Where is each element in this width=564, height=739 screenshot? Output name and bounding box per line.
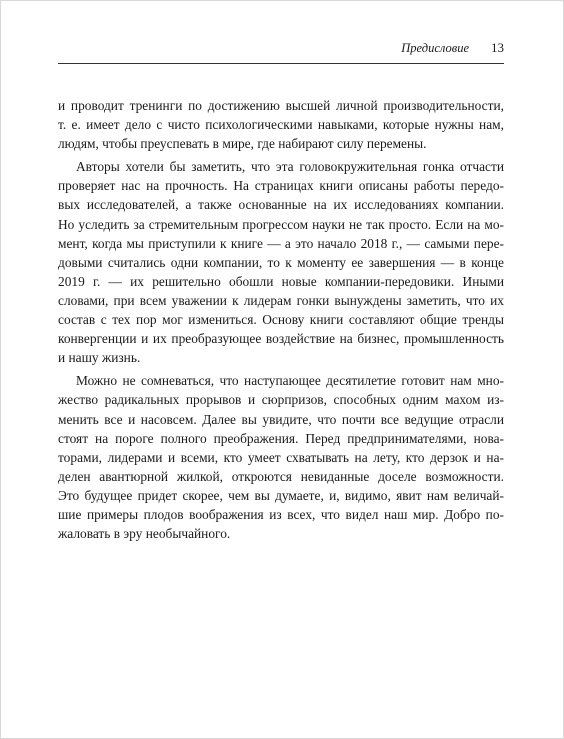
text-line: Можно не сомневаться, что наступающее десятилетие готовит нам мно-	[76, 373, 504, 389]
running-header	[58, 40, 504, 60]
page-number: 13	[491, 40, 504, 55]
text-line: и проводит тренинги по достижению высшей личной производительности,	[58, 98, 504, 113]
text-line: т. е. имеет дело с чисто психологическими навыками, которые нужны нам,	[58, 117, 504, 133]
text-line: состав с тех пор мог измениться. Основу книги составляют общие тренды	[58, 312, 504, 328]
paragraph-1	[58, 96, 504, 153]
paragraph-3	[58, 371, 504, 543]
text-line: Авторы хотели бы заметить, что эта головокружительная гонка отчасти	[76, 159, 504, 175]
text-line: жаловать в эру необычайного.	[58, 526, 231, 542]
text-line: менить все и насовсем. Далее вы увидите, что почти все ведущие отрасли	[58, 411, 504, 427]
text-line: делен авантюрной жилкой, откроются невиданные доселе возможности.	[58, 468, 504, 484]
body-text	[58, 96, 504, 547]
text-line: Это будущее придет скорее, чем вы думаете, и, видимо, явит нам величай-	[58, 487, 504, 503]
text-line: торами, лидерами и всеми, кто умеет схватывать на лету, кто дерзок и на-	[58, 449, 504, 465]
text-line: жество радикальных прорывов и сюрпризов, способных одним махом из-	[58, 392, 504, 408]
text-line: людям, чтобы преуспевать в мире, где набирают силу перемены.	[58, 136, 427, 152]
text-line: 2019 г. — их решительно обошли новые компании-передовики. Иными	[58, 273, 504, 289]
text-line: мент, когда мы приступили к книге — а это начало 2018 г., — самыми пере-	[58, 235, 504, 251]
text-line: шие примеры плодов воображения из всех, что видел наш мир. Добро по-	[58, 506, 504, 522]
text-line: конвергенции и их преобразующее воздействие на бизнес, промышленность	[58, 331, 504, 347]
text-line: Но уследить за стремительным прогрессом науки не так просто. Если на мо-	[58, 216, 504, 232]
text-line: довыми считались одни компании, то к моменту ее завершения — в конце	[58, 254, 504, 270]
header-rule	[58, 63, 504, 64]
text-line: проверяет нас на прочность. На страницах книги описаны работы передо-	[58, 178, 504, 194]
text-line: словами, при всем уважении к лидерам гонки вынуждены заметить, что их	[58, 292, 504, 308]
text-line: вых исследователей, а также основанные на их исследованиях компании.	[58, 197, 504, 213]
running-section-title: Предисловие	[401, 41, 469, 55]
paragraph-2	[58, 157, 504, 367]
text-line: и нашу жизнь.	[58, 350, 141, 366]
text-line: стоят на пороге полного преображения. Перед предпринимателями, нова-	[58, 430, 504, 446]
